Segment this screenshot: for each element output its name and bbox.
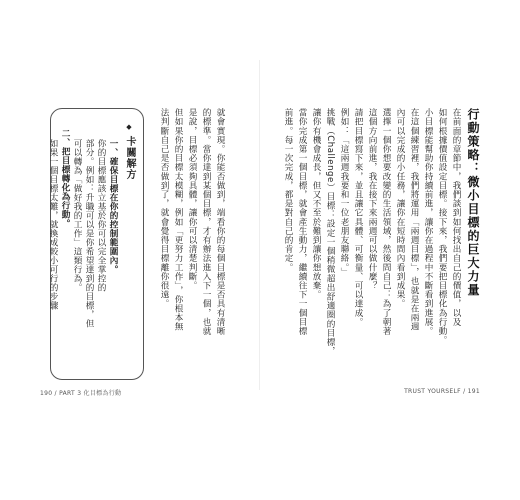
diamond-icon: ◆: [125, 123, 133, 132]
section-heading: 行動策略：微小目標的巨大力量: [466, 108, 480, 297]
tip-line: 如果一個目標太難，就換成較小可行的步驟: [48, 139, 58, 310]
tip-heading: 一、確保目標在你的控制範圍內。: [108, 139, 118, 274]
body-line: 就會實現。你能否做到，端看你的每個目標是否具有清晰: [215, 108, 225, 336]
tip-line: 部分。例如：升職可以是你希望達到的目標，但: [84, 139, 94, 328]
tip-line: 你的目標應該立基於你可以完全掌控的: [96, 139, 106, 292]
body-line: 是說，目標必須夠具體，讓你可以清楚判斷。: [187, 108, 197, 290]
tip-line: 可以轉為「做好我的工作」這類行為。: [72, 139, 82, 292]
body-line: 讓你有機會成長，但又不至於難到讓你想放棄。: [311, 108, 321, 300]
tip-box-title: ◆卡關解方: [124, 123, 135, 180]
body-line: 在這個練習裡，我們將運用「兩週目標」，也就是在兩週: [409, 108, 419, 332]
tip-box: [50, 108, 144, 380]
body-line: 但如果你的目標太模糊，例如「更努力工作」，你根本無: [173, 108, 183, 332]
page-footer-left: 190 / PART 3 化目標為行動: [40, 390, 122, 397]
page-footer-right: TRUST YOURSELF / 191: [404, 388, 480, 395]
body-line: 當你完成第一個目標，就會產生動力，繼續往下一個目標: [297, 108, 307, 336]
body-line: 前進。每一次完成，都是對自己的肯定。: [283, 108, 293, 272]
body-line: 法判斷自己是否做到了，就會覺得目標離你很遠。: [159, 108, 169, 309]
tip-heading: 二、把目標轉化為行動。: [60, 129, 70, 228]
body-line: 在前面的章節中，我們談到如何找出自己的價值，以及: [451, 108, 461, 327]
body-line: 內可以完成的小任務，讓你在短時間內看到成果。: [395, 108, 405, 309]
body-line: 的標準。當你達到某個目標，才有辦法進入下一個，也就: [201, 108, 211, 336]
right-page: [260, 0, 520, 500]
body-line: 請把目標寫下來，並且讓它具體、可衡量、可以達成。: [353, 108, 363, 327]
body-line: 選擇一個你想要改變的生活領域，然後問自己：為了朝著: [381, 108, 391, 336]
body-line: 如何根據價值設定目標。接下來，我們要把目標化為行動。: [437, 108, 447, 345]
body-line: 挑戰（Challenge）目標：設定一個稍微超出舒適圈的目標，: [325, 108, 335, 356]
body-line: 這個方向前進，我在接下來兩週可以做什麼？: [367, 108, 377, 290]
body-line: 例如：「這兩週我要和一位老朋友聯絡。」: [339, 108, 349, 277]
body-line: 小目標能幫助你持續前進，讓你在過程中不斷看到進展。: [423, 108, 433, 336]
